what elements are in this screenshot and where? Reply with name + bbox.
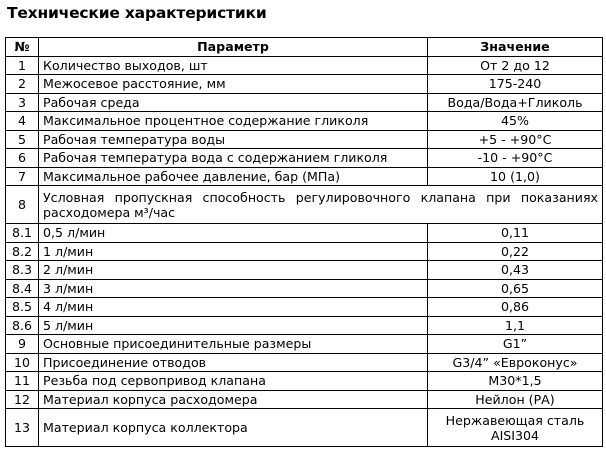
row-num: 8.5 — [6, 298, 39, 317]
table-row — [6, 130, 603, 149]
row-value: Вода/Вода+Гликоль — [428, 93, 603, 112]
row-value: 0,22 — [428, 242, 603, 261]
table-row — [6, 112, 603, 131]
table-row — [6, 56, 603, 75]
row-value: +5 - +90°С — [428, 130, 603, 149]
row-param: Материал корпуса расходомера — [39, 390, 428, 409]
row-param: Резьба под сервопривод клапана — [39, 372, 428, 391]
row-num: 10 — [6, 353, 39, 372]
row-num: 5 — [6, 130, 39, 149]
row-value: 1,1 — [428, 316, 603, 335]
row-num: 7 — [6, 167, 39, 186]
table-row — [6, 186, 603, 224]
row-param: Количество выходов, шт — [39, 56, 428, 75]
row-num: 8.4 — [6, 279, 39, 298]
row-value: 0,11 — [428, 224, 603, 243]
row-param: Максимальное процентное содержание гликоля — [39, 112, 428, 131]
row-param: Присоединение отводов — [39, 353, 428, 372]
row-value: 10 (1,0) — [428, 167, 603, 186]
row-num: 1 — [6, 56, 39, 75]
table-header-row — [6, 38, 603, 57]
row-param: Материал корпуса коллектора — [39, 409, 428, 447]
table-row — [6, 93, 603, 112]
row-value: От 2 до 12 — [428, 56, 603, 75]
row-num: 8.2 — [6, 242, 39, 261]
row-value: G1” — [428, 335, 603, 354]
header-param: Параметр — [39, 38, 428, 57]
row-param: Условная пропускная способность регулировочного клапана при показаниях расходомера м³/час — [39, 186, 603, 224]
row-num: 2 — [6, 75, 39, 94]
row-num: 8.1 — [6, 224, 39, 243]
row-param: Рабочая температура воды — [39, 130, 428, 149]
table-row — [6, 242, 603, 261]
row-value: Нейлон (РА) — [428, 390, 603, 409]
table-row — [6, 167, 603, 186]
table-row — [6, 372, 603, 391]
row-value: -10 - +90°С — [428, 149, 603, 168]
row-value: 0,43 — [428, 261, 603, 280]
table-row — [6, 298, 603, 317]
table-row — [6, 335, 603, 354]
table-row — [6, 149, 603, 168]
row-value: М30*1,5 — [428, 372, 603, 391]
row-num: 8.3 — [6, 261, 39, 280]
specs-table — [5, 37, 603, 447]
table-row — [6, 261, 603, 280]
row-param: 2 л/мин — [39, 261, 428, 280]
row-param: 5 л/мин — [39, 316, 428, 335]
table-row — [6, 279, 603, 298]
row-num: 3 — [6, 93, 39, 112]
table-row — [6, 224, 603, 243]
table-row — [6, 409, 603, 447]
header-value: Значение — [428, 38, 603, 57]
row-param: Основные присоединительные размеры — [39, 335, 428, 354]
header-num: № — [6, 38, 39, 57]
row-param: 1 л/мин — [39, 242, 428, 261]
row-num: 8.6 — [6, 316, 39, 335]
table-row — [6, 316, 603, 335]
row-value: G3/4” «Евроконус» — [428, 353, 603, 372]
row-value: 45% — [428, 112, 603, 131]
row-param: Рабочая среда — [39, 93, 428, 112]
row-num: 4 — [6, 112, 39, 131]
row-value: 0,65 — [428, 279, 603, 298]
row-num: 13 — [6, 409, 39, 447]
row-num: 6 — [6, 149, 39, 168]
row-num: 8 — [6, 186, 39, 224]
row-value: Нержавеющая сталь AISI304 — [428, 409, 603, 447]
row-param: 0,5 л/мин — [39, 224, 428, 243]
row-num: 11 — [6, 372, 39, 391]
row-param: 3 л/мин — [39, 279, 428, 298]
table-row — [6, 75, 603, 94]
row-value: 175-240 — [428, 75, 603, 94]
table-row — [6, 353, 603, 372]
row-param: Максимальное рабочее давление, бар (МПа) — [39, 167, 428, 186]
row-num: 9 — [6, 335, 39, 354]
row-param: Рабочая температура вода с содержанием гликоля — [39, 149, 428, 168]
row-param: Межосевое расстояние, мм — [39, 75, 428, 94]
table-row — [6, 390, 603, 409]
row-num: 12 — [6, 390, 39, 409]
page-title: Технические характеристики — [7, 4, 267, 22]
row-param: 4 л/мин — [39, 298, 428, 317]
row-value: 0,86 — [428, 298, 603, 317]
